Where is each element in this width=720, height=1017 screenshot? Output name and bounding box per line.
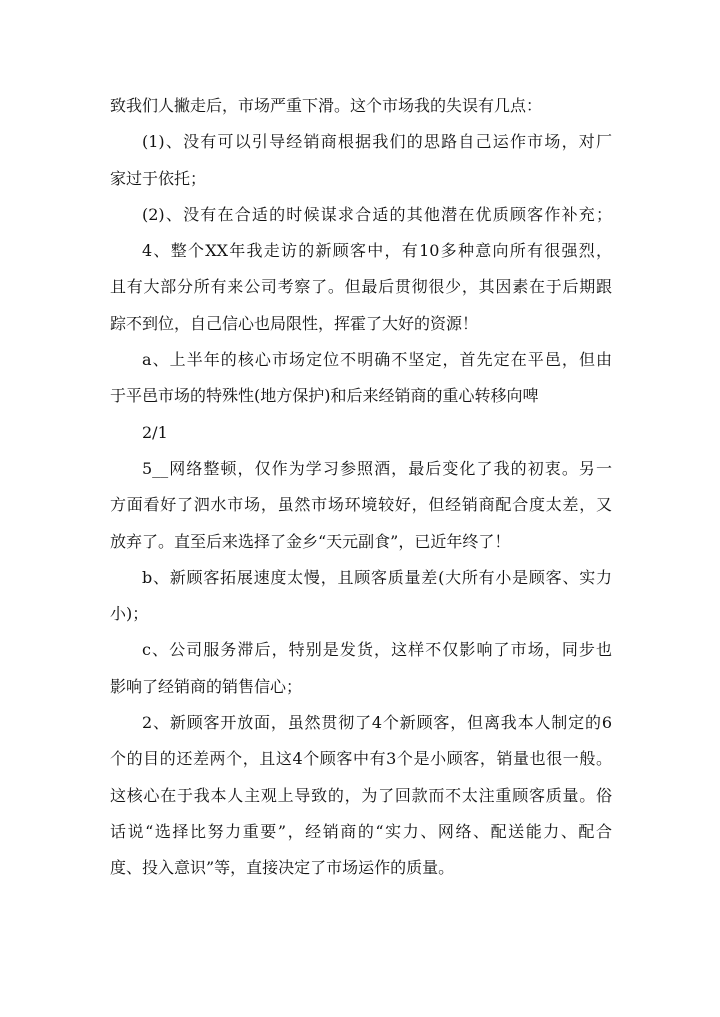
text-line: 影响了经销商的销售信心；: [110, 676, 303, 696]
document-body: [110, 88, 612, 887]
text-line: 且有大部分所有来公司考察了。但最后贯彻很少，其因素在于后期跟: [110, 277, 612, 297]
text-line: 话说“选择比努力重要”，经销商的“实力、网络、配送能力、配合: [110, 821, 612, 841]
text-line: 个的目的还差两个，且这4个顾客中有3个是小顾客，销量也很一般。: [110, 749, 612, 769]
text-line: 2、新顾客开放面，虽然贯彻了4个新顾客，但离我本人制定的6: [142, 713, 612, 733]
text-line: 5__网络整顿，仅作为学习参照酒，最后变化了我的初衷。另一: [142, 458, 612, 478]
text-line: 这核心在于我本人主观上导致的，为了回款而不太注重顾客质量。俗: [110, 785, 612, 805]
text-line: 放弃了。直至后来选择了金乡“天元副食”，已近年终了！: [110, 531, 511, 551]
text-line: 踪不到位，自己信心也局限性，挥霍了大好的资源！: [110, 313, 479, 333]
text-line: 方面看好了泗水市场，虽然市场环境较好，但经销商配合度太差，又: [110, 495, 612, 515]
text-line: 致我们人撇走后，市场严重下滑。这个市场我的失误有几点：: [110, 96, 543, 115]
text-line: 家过于依托；: [110, 168, 207, 188]
text-line: c、公司服务滞后，特别是发货，这样不仅影响了市场，同步也: [142, 640, 612, 660]
text-line: 小)；: [110, 604, 149, 624]
text-line: 于平邑市场的特殊性(地方保护)和后来经销商的重心转移向啤: [110, 386, 539, 406]
text-line: (1)、没有可以引导经销商根据我们的思路自己运作市场，对厂: [142, 132, 612, 152]
text-line: (2)、没有在合适的时候谋求合适的其他潜在优质顾客作补充；: [142, 204, 612, 224]
text-line: 4、整个XX年我走访的新顾客中，有10多种意向所有很强烈，: [142, 241, 612, 261]
page-number: 2/1: [142, 422, 168, 442]
text-line: a、上半年的核心市场定位不明确不坚定，首先定在平邑，但由: [142, 350, 612, 370]
text-line: b、新顾客拓展速度太慢，且顾客质量差(大所有小是顾客、实力: [142, 567, 612, 587]
text-line: 度、投入意识”等，直接决定了市场运作的质量。: [110, 858, 455, 878]
